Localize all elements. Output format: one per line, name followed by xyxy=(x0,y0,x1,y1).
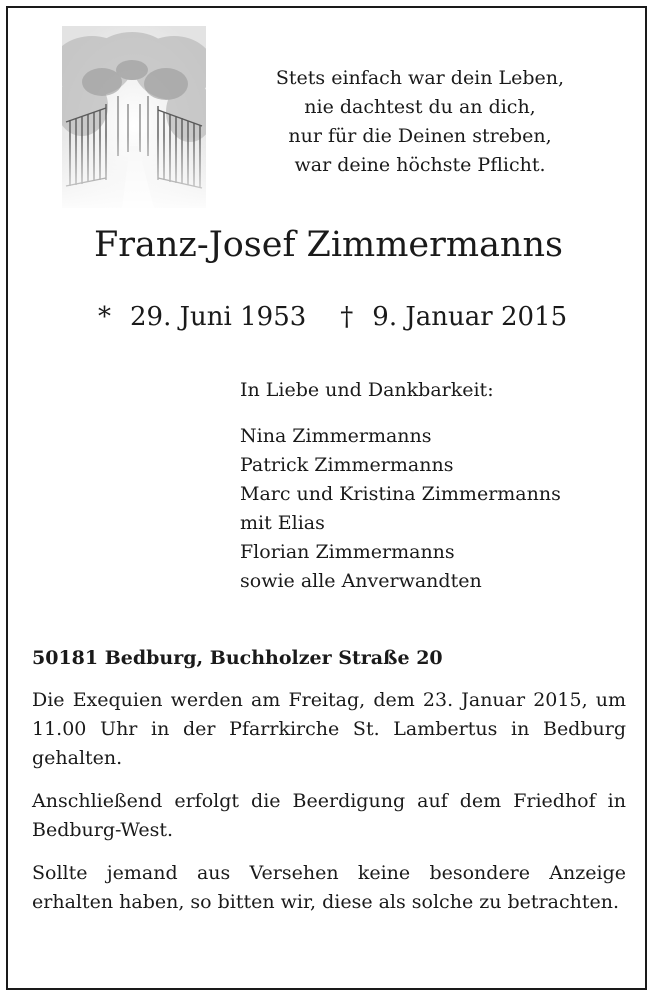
poem-line: war deine höchste Pflicht. xyxy=(294,154,546,176)
family-address: 50181 Bedburg, Buchholzer Straße 20 xyxy=(32,647,443,669)
poem-line: nur für die Deinen streben, xyxy=(288,125,552,147)
burial-paragraph: Anschließend erfolgt die Beerdigung auf dem Friedhof in Bedburg-West. xyxy=(32,790,626,841)
notice-paragraph: Sollte jemand aus Versehen keine besondere Anzeige erhalten haben, so bitten wir, diese als solche zu betrachten. xyxy=(32,862,626,913)
death-date: 9. Januar 2015 xyxy=(372,302,568,332)
mourner-name: Marc und Kristina Zimmermanns xyxy=(240,483,561,505)
birth-star-icon: * xyxy=(98,302,111,332)
poem-line: nie dachtest du an dich, xyxy=(304,96,536,118)
deceased-name: Franz-Josef Zimmermanns xyxy=(94,225,563,265)
cemetery-gate-photo-icon xyxy=(62,26,206,208)
funeral-service-paragraph: Die Exequien werden am Freitag, dem 23. Januar 2015, um 11.00 Uhr in der Pfarrkirche St. Lambertus in Bedburg gehalten. xyxy=(32,689,626,769)
death-cross-icon: † xyxy=(340,302,354,332)
poem xyxy=(232,64,608,180)
mourner-name: mit Elias xyxy=(240,512,325,534)
birth-date: 29. Juni 1953 xyxy=(130,302,307,332)
mourner-name: sowie alle Anverwandten xyxy=(240,570,482,592)
life-dates xyxy=(98,300,567,334)
mourner-name: Florian Zimmermanns xyxy=(240,541,455,563)
poem-line: Stets einfach war dein Leben, xyxy=(275,67,565,89)
mourners-intro: In Liebe und Dankbarkeit: xyxy=(240,379,494,401)
mourners-block xyxy=(240,376,561,596)
mourner-name: Patrick Zimmermanns xyxy=(240,454,454,476)
mourner-name: Nina Zimmermanns xyxy=(240,425,432,447)
